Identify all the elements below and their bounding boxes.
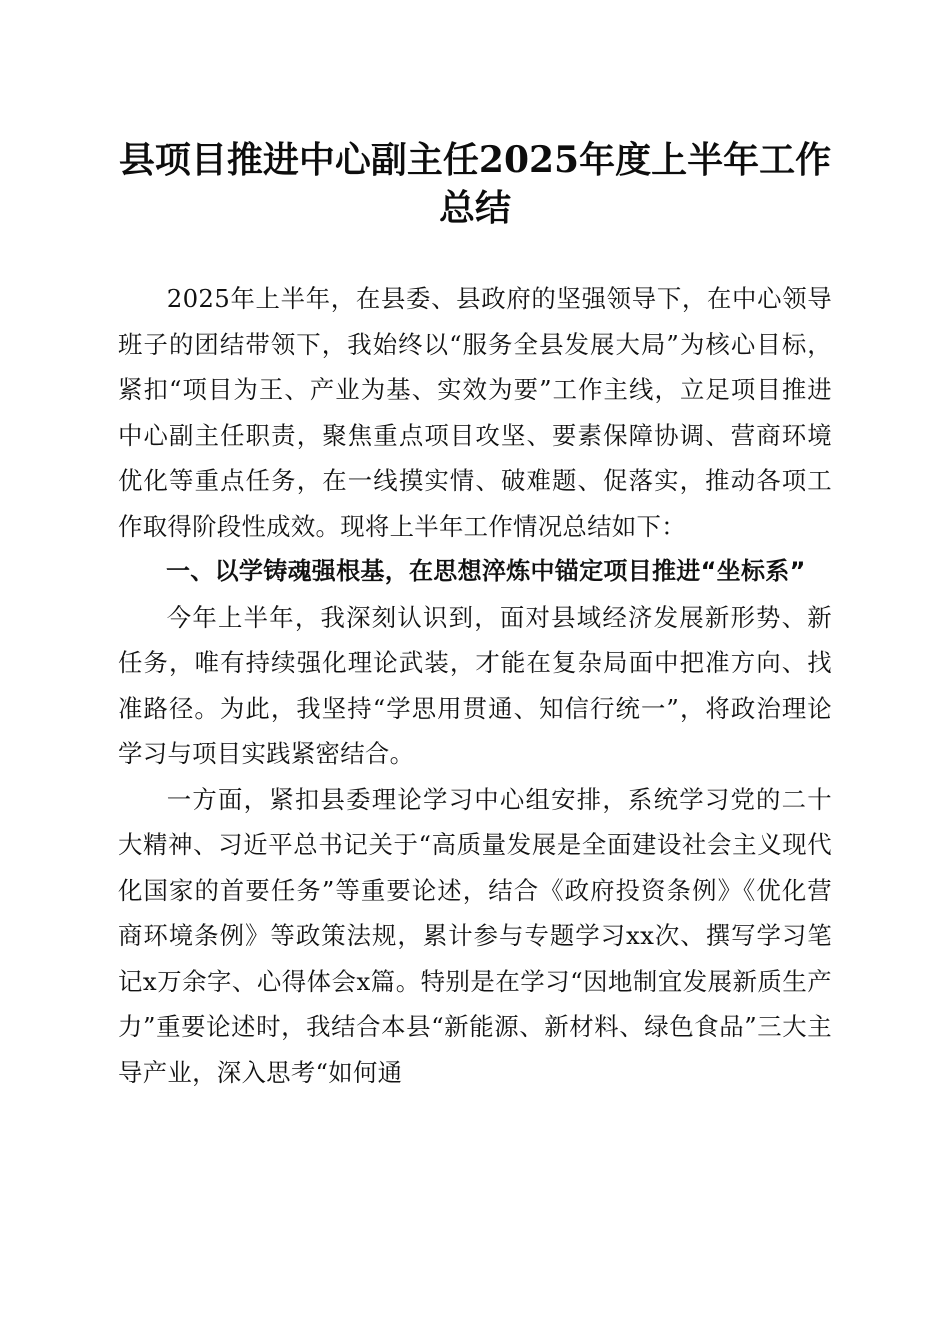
section-heading-1: 一、以学铸魂强根基，在思想淬炼中锚定项目推进“坐标系” — [166, 557, 806, 585]
body-paragraph: 一方面，紧扣县委理论学习中心组安排，系统学习党的二十大精神、习近平总书记关于“高质量发展是全面建设社会主义现代化国家的首要任务”等重要论述，结合《政府投资条例》《优化营商环境条例》等政策法规，累计参与专题学习xx次、撰写学习笔记x万余字、心得体会x篇。特别是在学习“因地制宜发展新质生产力”重要论述时，我结合本县“新能源、新材料、绿色食品”三大主导产业，深入思考“如何通 — [118, 784, 832, 1087]
document-title: 县项目推进中心副主任2025年度上半年工作总结 — [118, 139, 832, 229]
body-paragraph: 今年上半年，我深刻认识到，面对县域经济发展新形势、新任务，唯有持续强化理论武装，才能在复杂局面中把准方向、找准路径。为此，我坚持“学思用贯通、知信行统一”，将政治理论学习与项目实践紧密结合。 — [118, 602, 832, 768]
document-body — [118, 276, 832, 1095]
intro-paragraph: 2025年上半年，在县委、县政府的坚强领导下，在中心领导班子的团结带领下，我始终以“服务全县发展大局”为核心目标，紧扣“项目为王、产业为基、实效为要”工作主线，立足项目推进中心副主任职责，聚焦重点项目攻坚、要素保障协调、营商环境优化等重点任务，在一线摸实情、破难题、促落实，推动各项工作取得阶段性成效。现将上半年工作情况总结如下： — [118, 284, 832, 541]
